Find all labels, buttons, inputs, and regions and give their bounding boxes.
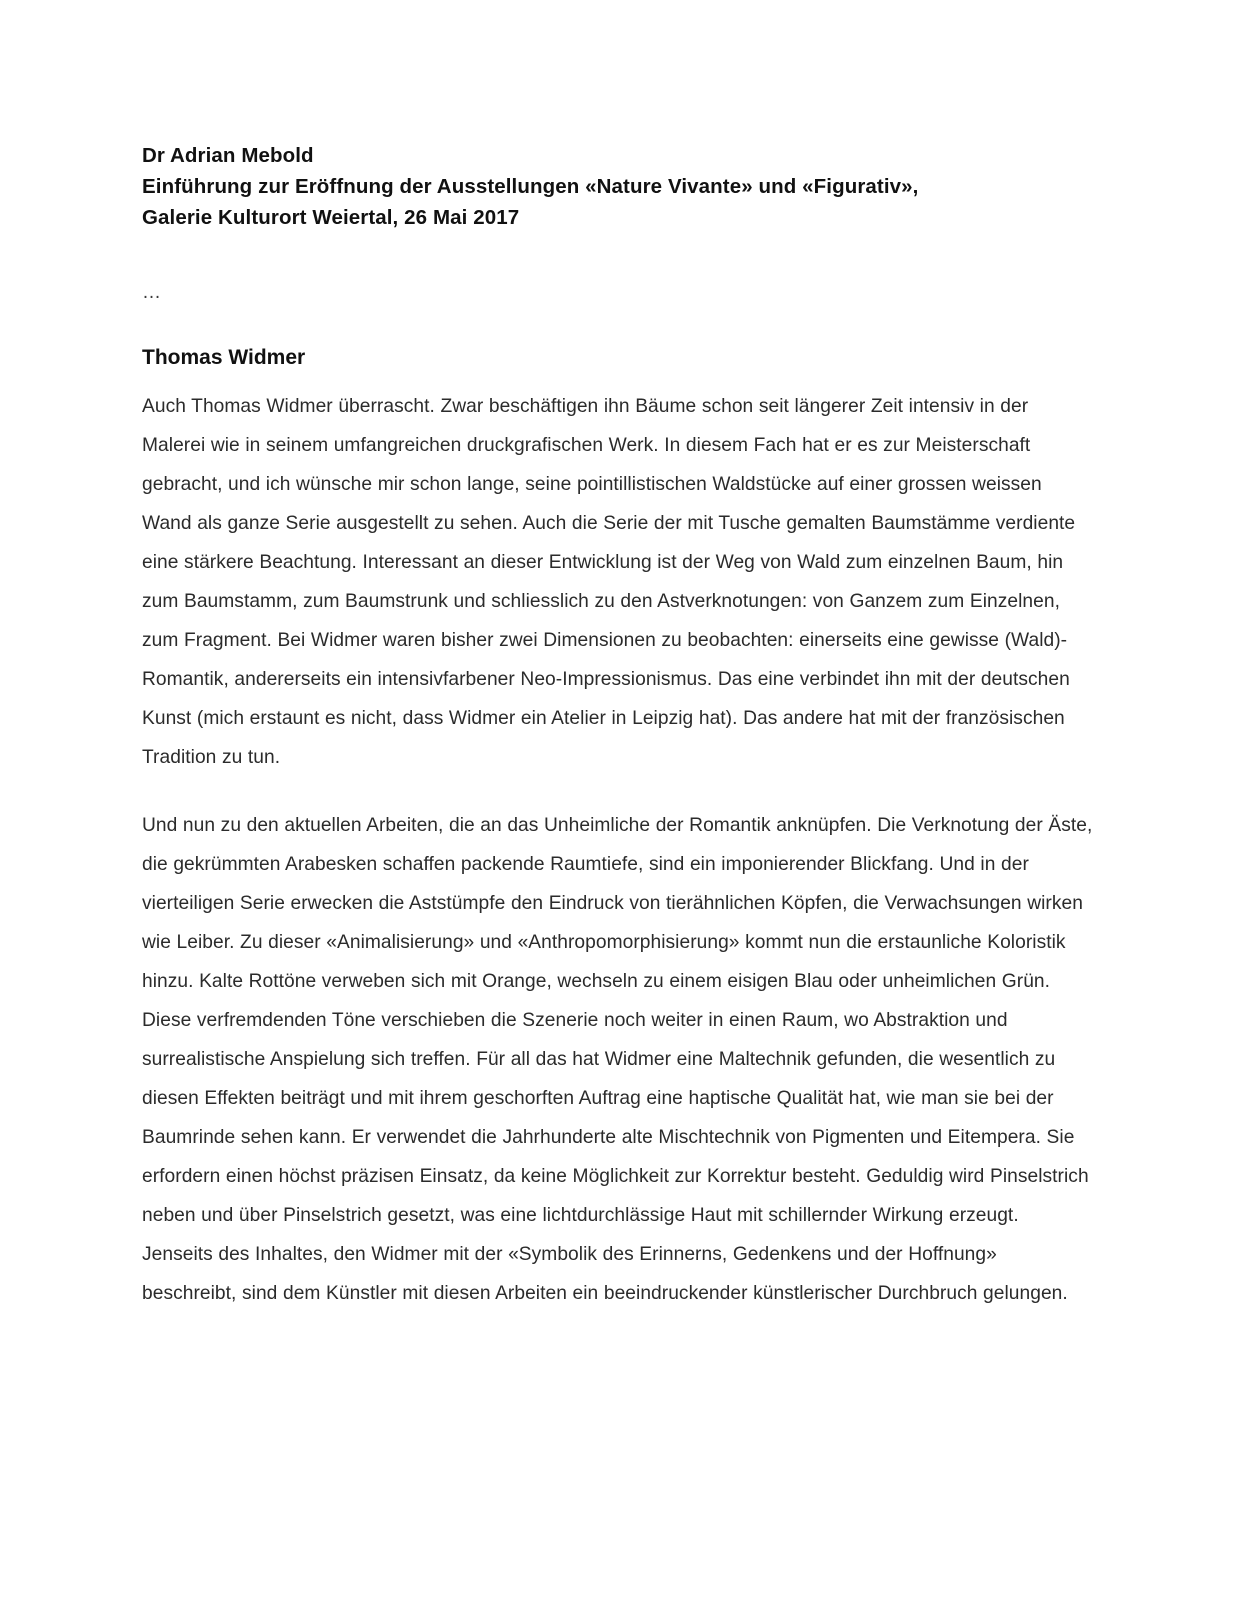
header-title-line-2: Galerie Kulturort Weiertal, 26 Mai 2017 [142, 206, 520, 229]
paragraph-2: Und nun zu den aktuellen Arbeiten, die an das Unheimliche der Romantik anknüpfen. Die Verknotung der Äste, die gekrümmten Arabesken schaffen packende Raumtiefe, sind ein imponierender Blickfang. Und in der vierteiligen Serie erwecken die Aststümpfe den Eindruck von tierähnlichen Köpfen, die Verwachsungen wirken wie Leiber. Zu dieser «Animalisierung» und «Anthropomorphisierung» kommt nun die erstaunliche Koloristik hinzu. Kalte Rottöne verweben sich mit Orange, wechseln zu einem eisigen Blau oder unheimlichen Grün. Diese verfremdenden Töne verschieben die Szenerie noch weiter in einen Raum, wo Abstraktion und surrealistische Anspielung sich treffen. Für all das hat Widmer eine Maltechnik gefunden, die wesentlich zu diesen Effekten beiträgt und mit ihrem geschorften Auftrag eine haptische Qualität hat, wie man sie bei der Baumrinde sehen kann. Er verwendet die Jahrhunderte alte Mischtechnik von Pigmenten und Eitempera. Sie erfordern einen höchst präzisen Einsatz, da keine Möglichkeit zur Korrektur besteht. Geduldig wird Pinselstrich neben und über Pinselstrich gesetzt, was eine lichtdurchlässige Haut mit schillernder Wirkung erzeugt. Jenseits des Inhaltes, den Widmer mit der «Symbolik des Erinnerns, Gedenkens und der Hoffnung» beschreibt, sind dem Künstler mit diesen Arbeiten ein beeindruckender künstlerischer Durchbruch gelungen. [142, 815, 1093, 1304]
document-header [142, 140, 1095, 233]
paragraph-1: Auch Thomas Widmer überrascht. Zwar beschäftigen ihn Bäume schon seit längerer Zeit intensiv in der Malerei wie in seinem umfangreichen druckgrafischen Werk. In diesem Fach hat er es zur Meisterschaft gebracht, und ich wünsche mir schon lange, seine pointillistischen Waldstücke auf einer grossen weissen Wand als ganze Serie ausgestellt zu sehen. Auch die Serie der mit Tusche gemalten Baumstämme verdiente eine stärkere Beachtung. Interessant an dieser Entwicklung ist der Weg von Wald zum einzelnen Baum, hin zum Baumstamm, zum Baumstrunk und schliesslich zu den Astverknotungen: von Ganzem zum Einzelnen, zum Fragment. Bei Widmer waren bisher zwei Dimensionen zu beobachten: einerseits eine gewisse (Wald)-Romantik, andererseits ein intensivfarbener Neo-Impressionismus. Das eine verbindet ihn mit der deutschen Kunst (mich erstaunt es nicht, dass Widmer ein Atelier in Leipzig hat). Das andere hat mit der französischen Tradition zu tun. [142, 396, 1076, 768]
section-heading-thomas-widmer: Thomas Widmer [142, 346, 306, 369]
ellipsis-marker: … [142, 282, 162, 303]
header-title-line-1: Einführung zur Eröffnung der Ausstellungen «Nature Vivante» und «Figurativ», [142, 175, 919, 198]
header-author: Dr Adrian Mebold [142, 144, 314, 167]
